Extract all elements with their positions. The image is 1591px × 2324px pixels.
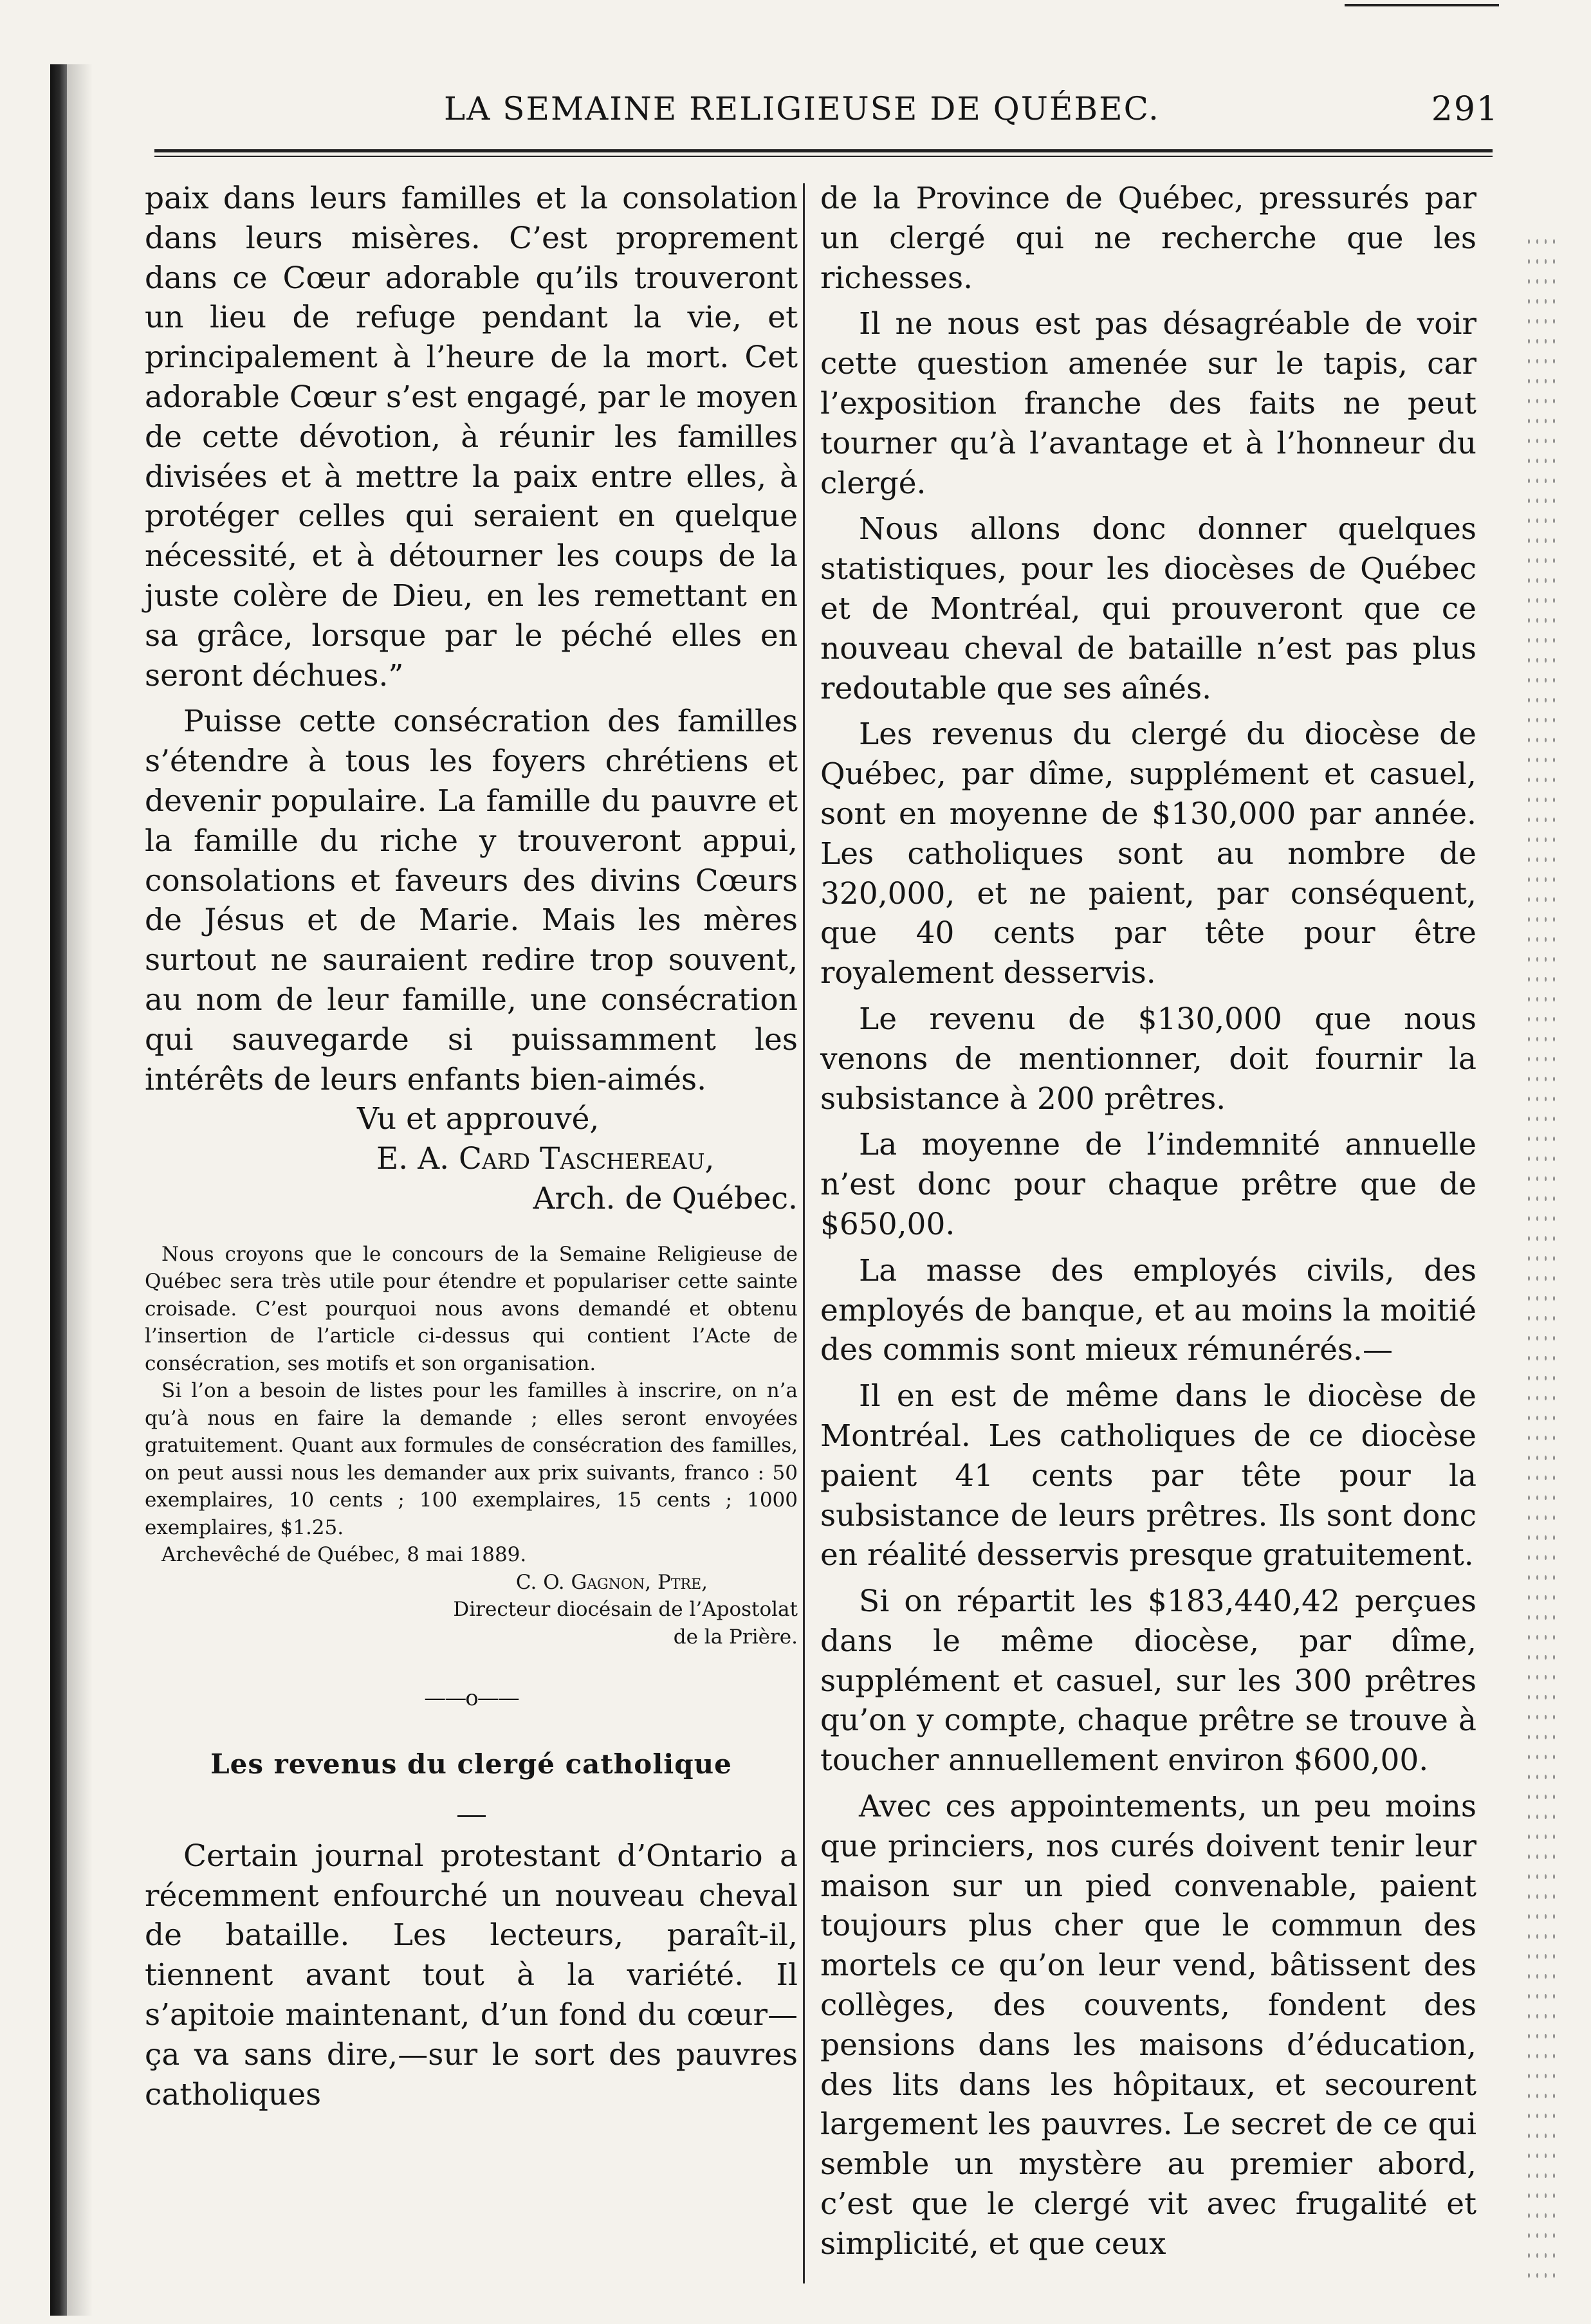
notice-signer-role-2: de la Prière.: [673, 1625, 798, 1649]
right-paragraph-9: Si on répartit les $183,440,42 perçues dans le même diocèse, par dîme, supplément et casuel, sur les 300 prêtres qu’on y compte, chaque prêtre se trouve à toucher annuellement environ $600,00.: [820, 1584, 1476, 1779]
notice-block: [145, 1241, 798, 1651]
notice-signer: C. O. Gagnon, Ptre,: [515, 1570, 708, 1594]
right-column: [820, 179, 1476, 2264]
right-paragraph-5: Le revenu de $130,000 que nous venons de mentionner, doit fournir la subsistance à 200 prêtres.: [820, 1001, 1476, 1117]
notice-paragraph-1: Nous croyons que le concours de la Semaine Religieuse de Québec sera très utile pour étendre et populariser cette sainte croisade. C’est pourquoi nous avons demandé et obtenu l’insertion de l’article ci-dessus qui contient l’Acte de consécration, ses motifs et son organisation.: [145, 1242, 798, 1375]
right-paragraph-2: Il ne nous est pas désagréable de voir cette question amenée sur le tapis, car l’exposition franche des faits ne peut tourner qu’à l’avantage et à l’honneur du clergé.: [820, 306, 1476, 501]
right-paragraph-3: Nous allons donc donner quelques statistiques, pour les diocèses de Québec et de Montréal, qui prouveront que ce nouveau cheval de bataille n’est pas plus redoutable que ses aînés.: [820, 511, 1476, 706]
right-paragraph-1: de la Province de Québec, pressurés par un clergé qui ne recherche que les richesses.: [820, 181, 1476, 296]
column-divider: [803, 183, 805, 2283]
notice-signer-role: Directeur diocésain de l’Apostolat: [453, 1598, 798, 1622]
top-corner-mark: [1345, 4, 1499, 6]
right-paragraph-6: La moyenne de l’indemnité annuelle n’est donc pour chaque prêtre que de $650,00.: [820, 1127, 1476, 1242]
signer-title: Arch. de Québec.: [533, 1180, 798, 1216]
page-number: 291: [1431, 90, 1499, 129]
signer-name: E. A. Card Taschereau,: [376, 1141, 715, 1177]
header-rule-thick: [154, 149, 1493, 152]
right-edge-speckle: [1525, 232, 1557, 2290]
publication-title: LA SEMAINE RELIGIEUSE DE QUÉBEC.: [444, 90, 1160, 127]
right-paragraph-8: Il en est de même dans le diocèse de Montréal. Les catholiques de ce diocèse paient 41 cents par tête pour la subsistance de leurs prêtres. Ils sont donc en réalité desservis presque gratuitement.: [820, 1378, 1476, 1573]
running-head: [122, 84, 1499, 135]
left-paragraph-2: Puisse cette consécration des familles s’étendre à tous les foyers chrétiens et devenir populaire. La famille du pauvre et la famille du riche y trouveront appui, consolations et faveurs des divins Cœurs de Jésus et de Marie. Mais les mères surtout ne sauraient redire trop souvent, au nom de leur famille, une consécration qui sauvegarde si puissamment les intérêts de leurs enfants bien-aimés.: [145, 704, 798, 1097]
heading-dash: [457, 1815, 486, 1817]
approval-line: Vu et approuvé,: [357, 1101, 600, 1137]
right-paragraph-4: Les revenus du clergé du diocèse de Québec, par dîme, supplément et casuel, sont en moyenne de $130,000 par année. Les catholiques sont au nombre de 320,000, et ne paient, par conséquent, que 40 cents par tête pour être royalement desservis.: [820, 717, 1476, 991]
binding-shadow: [67, 64, 93, 2316]
notice-date: Archevêché de Québec, 8 mai 1889.: [161, 1543, 527, 1567]
header-rule-thin: [154, 156, 1493, 157]
section-heading: Les revenus du clergé catholique: [210, 1748, 732, 1780]
notice-paragraph-2: Si l’on a besoin de listes pour les familles à inscrire, on n’a qu’à nous en faire la demande ; elles seront envoyées gratuitement. Quant aux formules de consécration des familles, on peut aussi nous les demander aux prix suivants, franco : 50 exemplaires, 10 cents ; 100 exemplaires, 15 cents ; 1000 exemplaires, $1.25.: [145, 1379, 798, 1539]
left-column: [145, 179, 798, 2114]
binding-edge: [50, 64, 67, 2316]
left-paragraph-3: Certain journal protestant d’Ontario a récemment enfourché un nouveau cheval de bataille. Les lecteurs, paraît-il, tiennent avant tout à la variété. Il s’apitoie maintenant, d’un fond du cœur—ça va sans dire,—sur le sort des pauvres catholiques: [145, 1838, 798, 2112]
right-paragraph-7: La masse des employés civils, des employés de banque, et au moins la moitié des commis sont mieux rémunérés.—: [820, 1252, 1476, 1368]
right-paragraph-10: Avec ces appointements, un peu moins que princiers, nos curés doivent tenir leur maison sur un pied convenable, paient toujours plus cher que le commun des mortels ce qu’on leur vend, bâtissent des collèges, des couvents, fondent des pensions dans les maisons d’éducation, des lits dans les hôpitaux, et secourent largement les pauvres. Le secret de ce qui semble un mystère au premier abord, c’est que le clergé vit avec frugalité et simplicité, et que ceux: [820, 1789, 1476, 2262]
section-separator: ——o——: [424, 1685, 519, 1712]
left-paragraph-1: paix dans leurs familles et la consolation dans leurs misères. C’est proprement dans ce Cœur adorable qu’ils trouveront un lieu de refuge pendant la vie, et principalement à l’heure de la mort. Cet adorable Cœur s’est engagé, par le moyen de cette dévotion, à réunir les familles divisées et à mettre la paix entre elles, à protéger celles qui seraient en quelque nécessité, et à détourner les coups de la juste colère de Dieu, en les remettant en sa grâce, lorsque par le péché elles en seront déchues.”: [145, 181, 798, 693]
